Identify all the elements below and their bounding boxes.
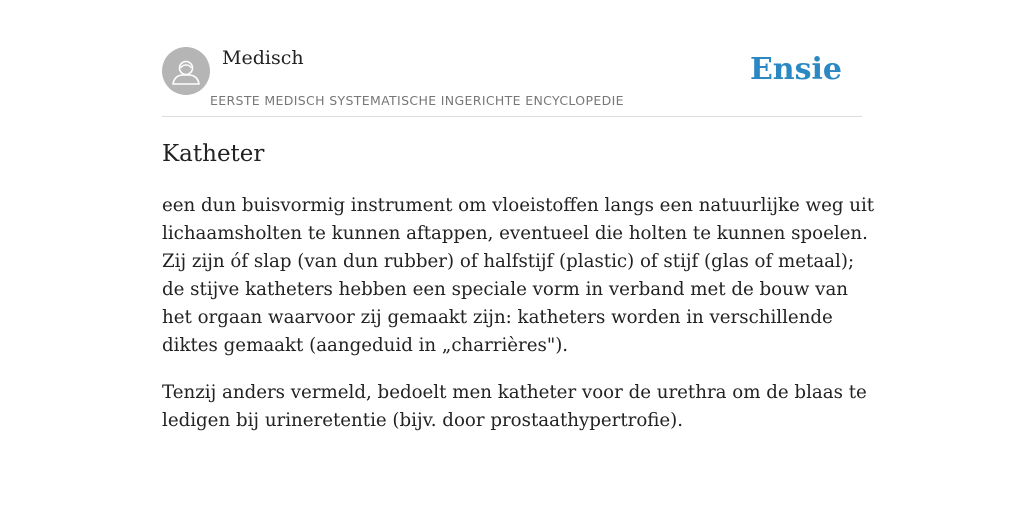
article-paragraph: een dun buisvormig instrument om vloeistoffen langs een natuurlijke weg uit lichaamsholten te kunnen aftappen, eventueel die holten te kunnen spoelen. Zij zijn óf slap (van dun rubber) of halfstijf (plastic) of stijf (glas of metaal); de stijve katheters hebben een speciale vorm in verband met de bouw van het orgaan waarvoor zij gemaakt zijn: katheters worden in verschillende diktes gemaakt (aangeduid in „charrières").: [162, 195, 875, 356]
source-subtitle: EERSTE MEDISCH SYSTEMATISCHE INGERICHTE ENCYCLOPEDIE: [210, 93, 624, 108]
avatar[interactable]: [162, 47, 210, 95]
brand-logo[interactable]: Ensie: [749, 52, 842, 87]
source-name[interactable]: Medisch: [222, 47, 304, 69]
page-title: Katheter: [162, 141, 265, 167]
header: [162, 46, 862, 117]
article-body: [162, 192, 882, 454]
article-paragraph: Tenzij anders vermeld, bedoelt men katheter voor de urethra om de blaas te ledigen bij urineretentie (bijv. door prostaathypertrofie).: [162, 382, 867, 431]
user-placeholder-icon: [162, 47, 210, 95]
